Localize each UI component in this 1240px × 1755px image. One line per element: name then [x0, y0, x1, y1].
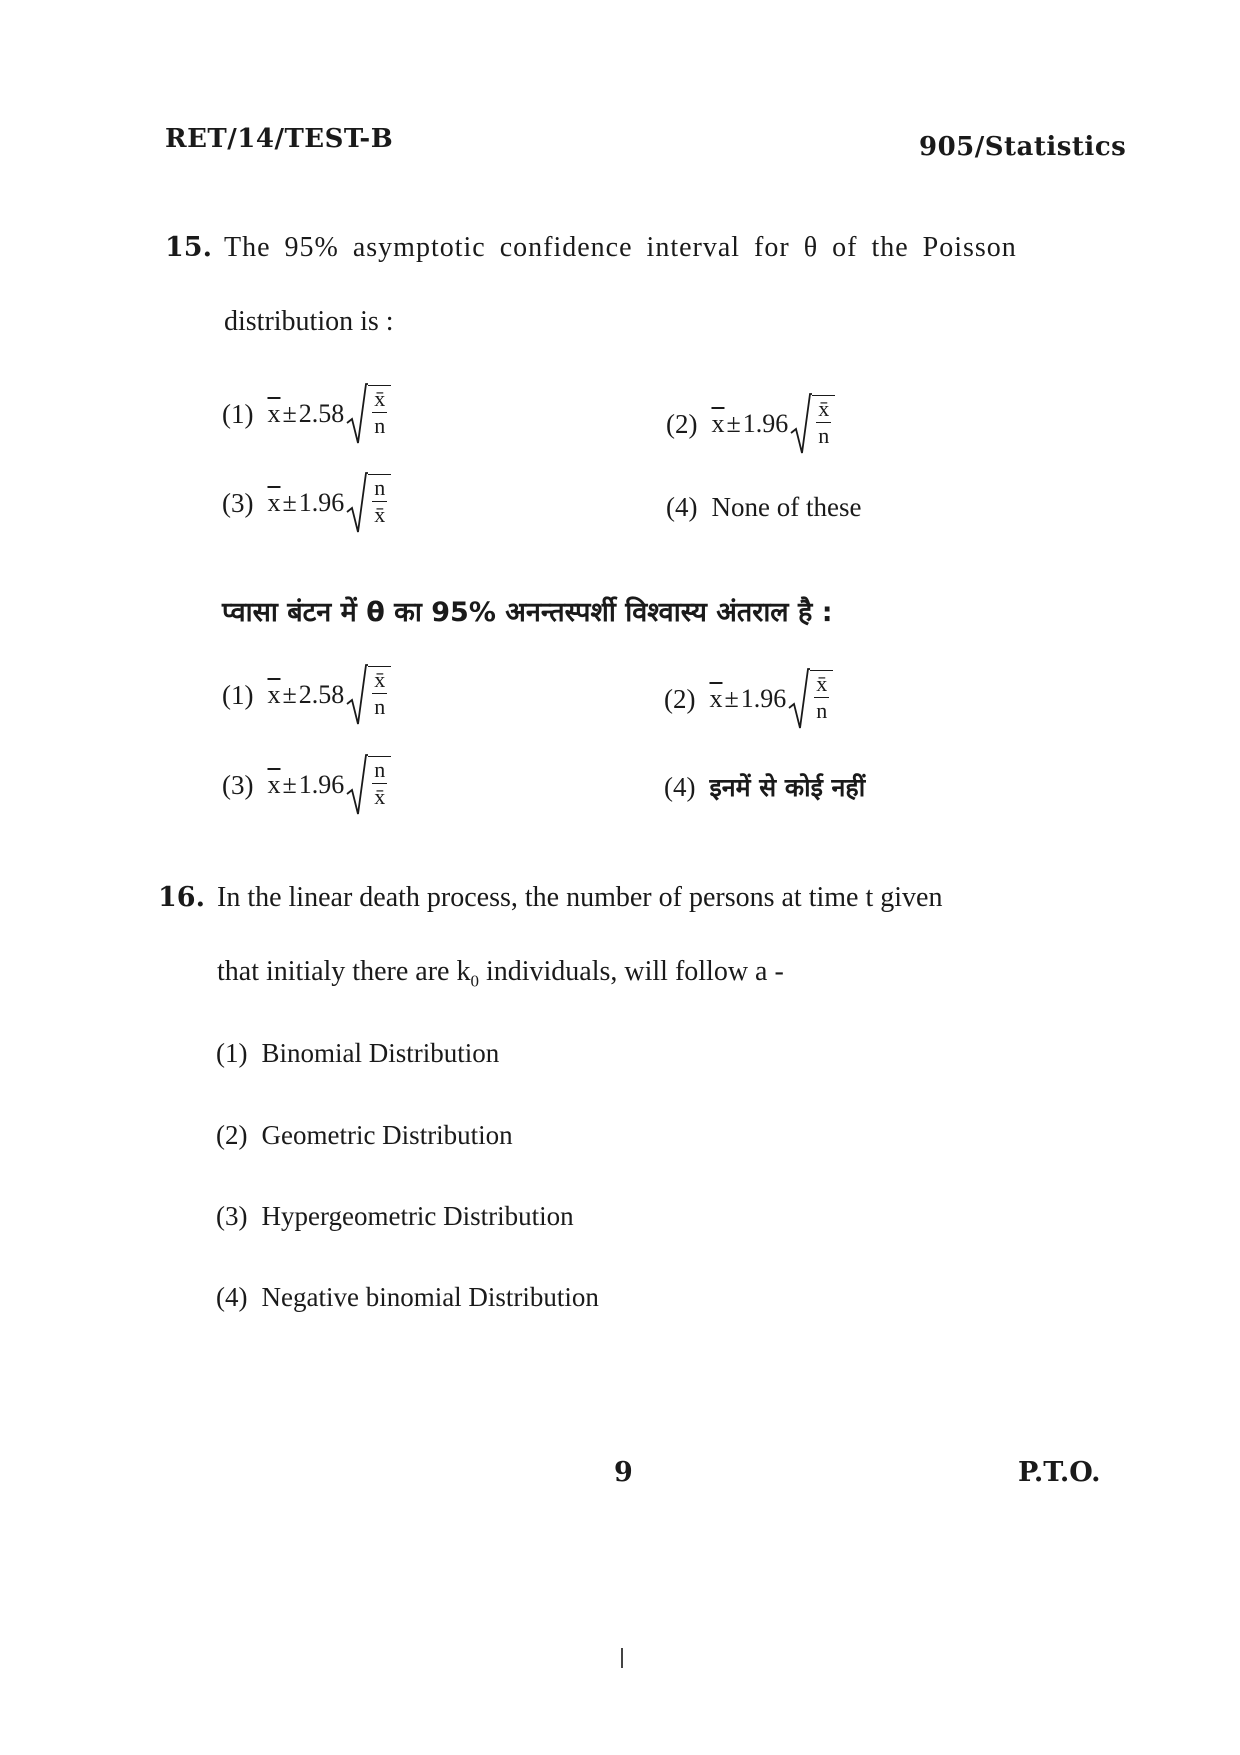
q15-hi-option-3: [222, 754, 391, 816]
scan-mark: [621, 1648, 623, 1668]
text-part: individuals, will follow a -: [478, 956, 784, 987]
square-root: [788, 668, 833, 730]
x-bar: $\overline{x}$: [267, 770, 281, 799]
q15-hi-option-1: [222, 664, 391, 726]
option-number: (3): [222, 487, 254, 518]
option-number: (1): [222, 398, 254, 429]
q15-en-option-4: [666, 492, 861, 523]
formula: [267, 383, 391, 445]
numerator: x̄: [816, 396, 831, 423]
square-root: [346, 754, 391, 816]
square-root: [346, 472, 391, 534]
square-root: [346, 383, 391, 445]
coefficient: 2.58: [298, 399, 345, 428]
numerator: x̄: [372, 386, 387, 413]
fraction: [368, 474, 391, 534]
radical-sign-icon: [346, 664, 368, 726]
coefficient: 1.96: [740, 684, 787, 713]
question-15-text-line1: The 95% asymptotic confidence interval for θ of the Poisson: [224, 232, 1017, 263]
square-root: [346, 664, 391, 726]
option-number: (2): [664, 683, 696, 714]
square-root: [790, 393, 835, 455]
numerator: x̄: [372, 667, 387, 694]
radical-sign-icon: [346, 383, 368, 445]
subject-code: 905/Statistics: [919, 132, 1127, 162]
denominator: n: [818, 423, 830, 449]
option-number: (4): [216, 1282, 248, 1312]
radical-sign-icon: [346, 472, 368, 534]
option-text: Negative binomial Distribution: [261, 1282, 599, 1312]
paper-code: RET/14/TEST-B: [165, 124, 394, 154]
option-text: Hypergeometric Distribution: [261, 1201, 574, 1231]
coefficient: 2.58: [298, 680, 345, 709]
x-bar: $\overline{x}$: [267, 399, 281, 428]
option-text: Binomial Distribution: [261, 1038, 500, 1068]
question-16-text-line1: In the linear death process, the number of persons at time t given: [217, 882, 943, 913]
denominator: n: [374, 694, 386, 720]
denominator: n: [374, 413, 386, 439]
formula: [709, 668, 833, 730]
text-part: that initialy there are k: [217, 956, 471, 987]
question-16-text-line2: [217, 956, 784, 992]
q16-option-2: [216, 1120, 513, 1151]
question-15-text-line2: distribution is :: [224, 306, 394, 337]
option-number: (2): [216, 1120, 248, 1150]
plus-minus: ±: [282, 770, 297, 799]
radical-sign-icon: [788, 668, 810, 730]
option-number: (4): [666, 492, 698, 522]
denominator: n: [816, 698, 828, 724]
option-number: (1): [222, 679, 254, 710]
plus-minus: ±: [724, 684, 739, 713]
numerator: n: [372, 757, 387, 784]
subscript: 0: [470, 971, 479, 991]
q15-en-option-1: [222, 383, 391, 445]
coefficient: 1.96: [742, 409, 789, 438]
q16-option-3: [216, 1201, 574, 1232]
x-bar: $\overline{x}$: [709, 684, 723, 713]
q16-option-4: [216, 1282, 599, 1313]
question-15-number: 15.: [165, 232, 212, 263]
option-number: (3): [216, 1201, 248, 1231]
fraction: [368, 756, 391, 816]
plus-minus: ±: [726, 409, 741, 438]
option-text: इनमें से कोई नहीं: [709, 773, 866, 802]
q15-hi-option-4: [664, 770, 865, 804]
option-text: None of these: [711, 492, 862, 522]
option-number: (2): [666, 408, 698, 439]
question-15-hindi-text: प्वासा बंटन में θ का 95% अनन्तस्पर्शी विश्वास्य अंतराल है :: [222, 597, 833, 628]
fraction: [812, 395, 835, 455]
plus-minus: ±: [282, 488, 297, 517]
question-16-number: 16.: [158, 882, 205, 913]
formula: [267, 472, 391, 534]
q15-en-option-2: [666, 393, 835, 455]
option-text: Geometric Distribution: [261, 1120, 513, 1150]
radical-sign-icon: [346, 754, 368, 816]
fraction: [810, 670, 833, 730]
q15-en-option-3: [222, 472, 391, 534]
coefficient: 1.96: [298, 770, 345, 799]
denominator: x̄: [374, 502, 386, 528]
numerator: n: [372, 475, 387, 502]
fraction: [368, 385, 391, 445]
numerator: x̄: [814, 671, 829, 698]
denominator: x̄: [374, 784, 386, 810]
q16-option-1: [216, 1038, 499, 1069]
q15-hi-option-2: [664, 668, 833, 730]
x-bar: $\overline{x}$: [267, 680, 281, 709]
option-number: (1): [216, 1038, 248, 1068]
x-bar: $\overline{x}$: [267, 488, 281, 517]
formula: [267, 754, 391, 816]
option-number: (4): [664, 771, 696, 802]
plus-minus: ±: [282, 399, 297, 428]
formula: [711, 393, 835, 455]
x-bar: $\overline{x}$: [711, 409, 725, 438]
fraction: [368, 666, 391, 726]
plus-minus: ±: [282, 680, 297, 709]
formula: [267, 664, 391, 726]
page-number: 9: [614, 1457, 633, 1488]
pto-note: P.T.O.: [1018, 1457, 1101, 1488]
option-number: (3): [222, 769, 254, 800]
radical-sign-icon: [790, 393, 812, 455]
coefficient: 1.96: [298, 488, 345, 517]
